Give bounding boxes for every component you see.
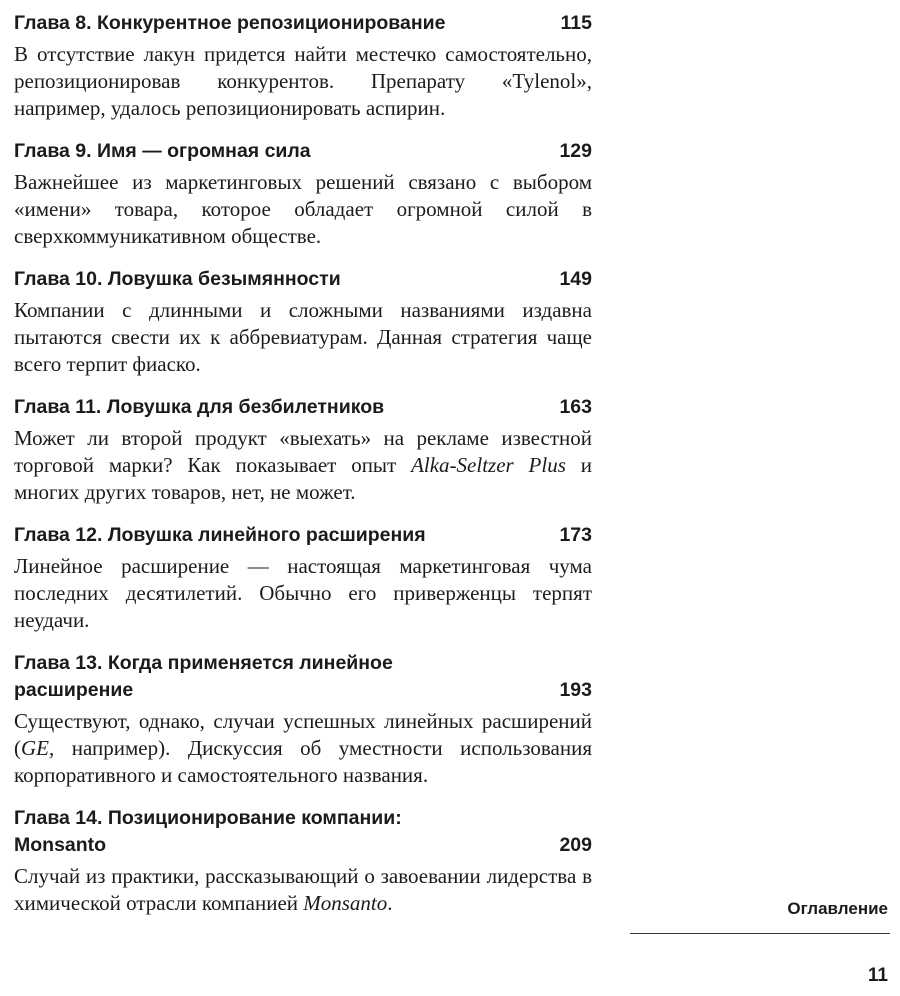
description-text: В отсутствие лакун придется найти местечко самостоятельно, репозиционировав конкурентов. Препарату «Tylenol», например, удалось репозиционировать аспирин. <box>14 42 592 120</box>
description-brand-italic: Alka-Seltzer Plus <box>411 453 566 477</box>
chapter-page-number: 209 <box>559 834 592 856</box>
description-text: . <box>387 891 393 915</box>
description-text: Существуют, однако, случаи успешных линейных расширений ( <box>14 709 592 760</box>
chapter-heading <box>14 650 592 704</box>
chapter-title: Глава 10. Ловушка безымянности <box>14 268 341 290</box>
chapter-heading <box>14 266 592 293</box>
chapter-title: Глава 12. Ловушка линейного расширения <box>14 524 426 546</box>
chapter-title: Глава 8. Конкурентное репозиционирование <box>14 12 446 34</box>
description-text: и многих других товаров, нет, не может. <box>14 453 592 504</box>
table-of-contents <box>14 10 592 933</box>
footer-divider <box>630 933 890 934</box>
toc-entry-chapter-12 <box>14 522 592 634</box>
chapter-description <box>14 863 592 917</box>
chapter-description <box>14 425 592 506</box>
toc-entry-chapter-11 <box>14 394 592 506</box>
chapter-heading <box>14 805 592 859</box>
toc-entry-chapter-14 <box>14 805 592 917</box>
chapter-page-number: 149 <box>559 268 592 290</box>
toc-entry-chapter-13 <box>14 650 592 789</box>
description-text: Линейное расширение — настоящая маркетинговая чума последних десятилетий. Обычно его приверженцы терпят неудачи. <box>14 554 592 632</box>
chapter-heading <box>14 10 592 37</box>
chapter-page-number: 129 <box>559 140 592 162</box>
chapter-heading <box>14 138 592 165</box>
chapter-page-number: 173 <box>559 524 592 546</box>
description-text: Компании с длинными и сложными названиями издавна пытаются свести их к аббревиатурам. Данная стратегия чаще всего терпит фиаско. <box>14 298 592 376</box>
chapter-title: Глава 11. Ловушка для безбилетников <box>14 396 385 418</box>
chapter-heading <box>14 394 592 421</box>
chapter-description <box>14 553 592 634</box>
chapter-description <box>14 708 592 789</box>
toc-entry-chapter-8 <box>14 10 592 122</box>
chapter-title: Глава 9. Имя — огромная сила <box>14 140 311 162</box>
chapter-page-number: 115 <box>560 12 592 34</box>
page-number: 11 <box>867 965 888 986</box>
chapter-description <box>14 297 592 378</box>
chapter-page-number: 163 <box>559 396 592 418</box>
running-section-label: Оглавление <box>787 899 888 918</box>
description-text: , например). Дискуссия об уместности использования корпоративного и самостоятельного названия. <box>14 736 592 787</box>
description-brand-italic: Monsanto <box>303 891 388 915</box>
chapter-title: Глава 13. Когда применяется линейное расширение <box>14 652 393 701</box>
chapter-title: Глава 14. Позиционирование компании: Monsanto <box>14 807 402 856</box>
chapter-description <box>14 41 592 122</box>
chapter-page-number: 193 <box>559 679 592 701</box>
description-brand-italic: GE <box>21 736 49 760</box>
chapter-heading <box>14 522 592 549</box>
toc-entry-chapter-10 <box>14 266 592 378</box>
description-text: Важнейшее из маркетинговых решений связано с выбором «имени» товара, которое обладает огромной силой в сверхкоммуникативном обществе. <box>14 170 592 248</box>
chapter-description <box>14 169 592 250</box>
description-text: Случай из практики, рассказывающий о завоевании лидерства в химической отрасли компанией <box>14 864 592 915</box>
description-text: Может ли второй продукт «выехать» на рекламе известной торговой марки? Как показывает опыт <box>14 426 592 477</box>
toc-entry-chapter-9 <box>14 138 592 250</box>
